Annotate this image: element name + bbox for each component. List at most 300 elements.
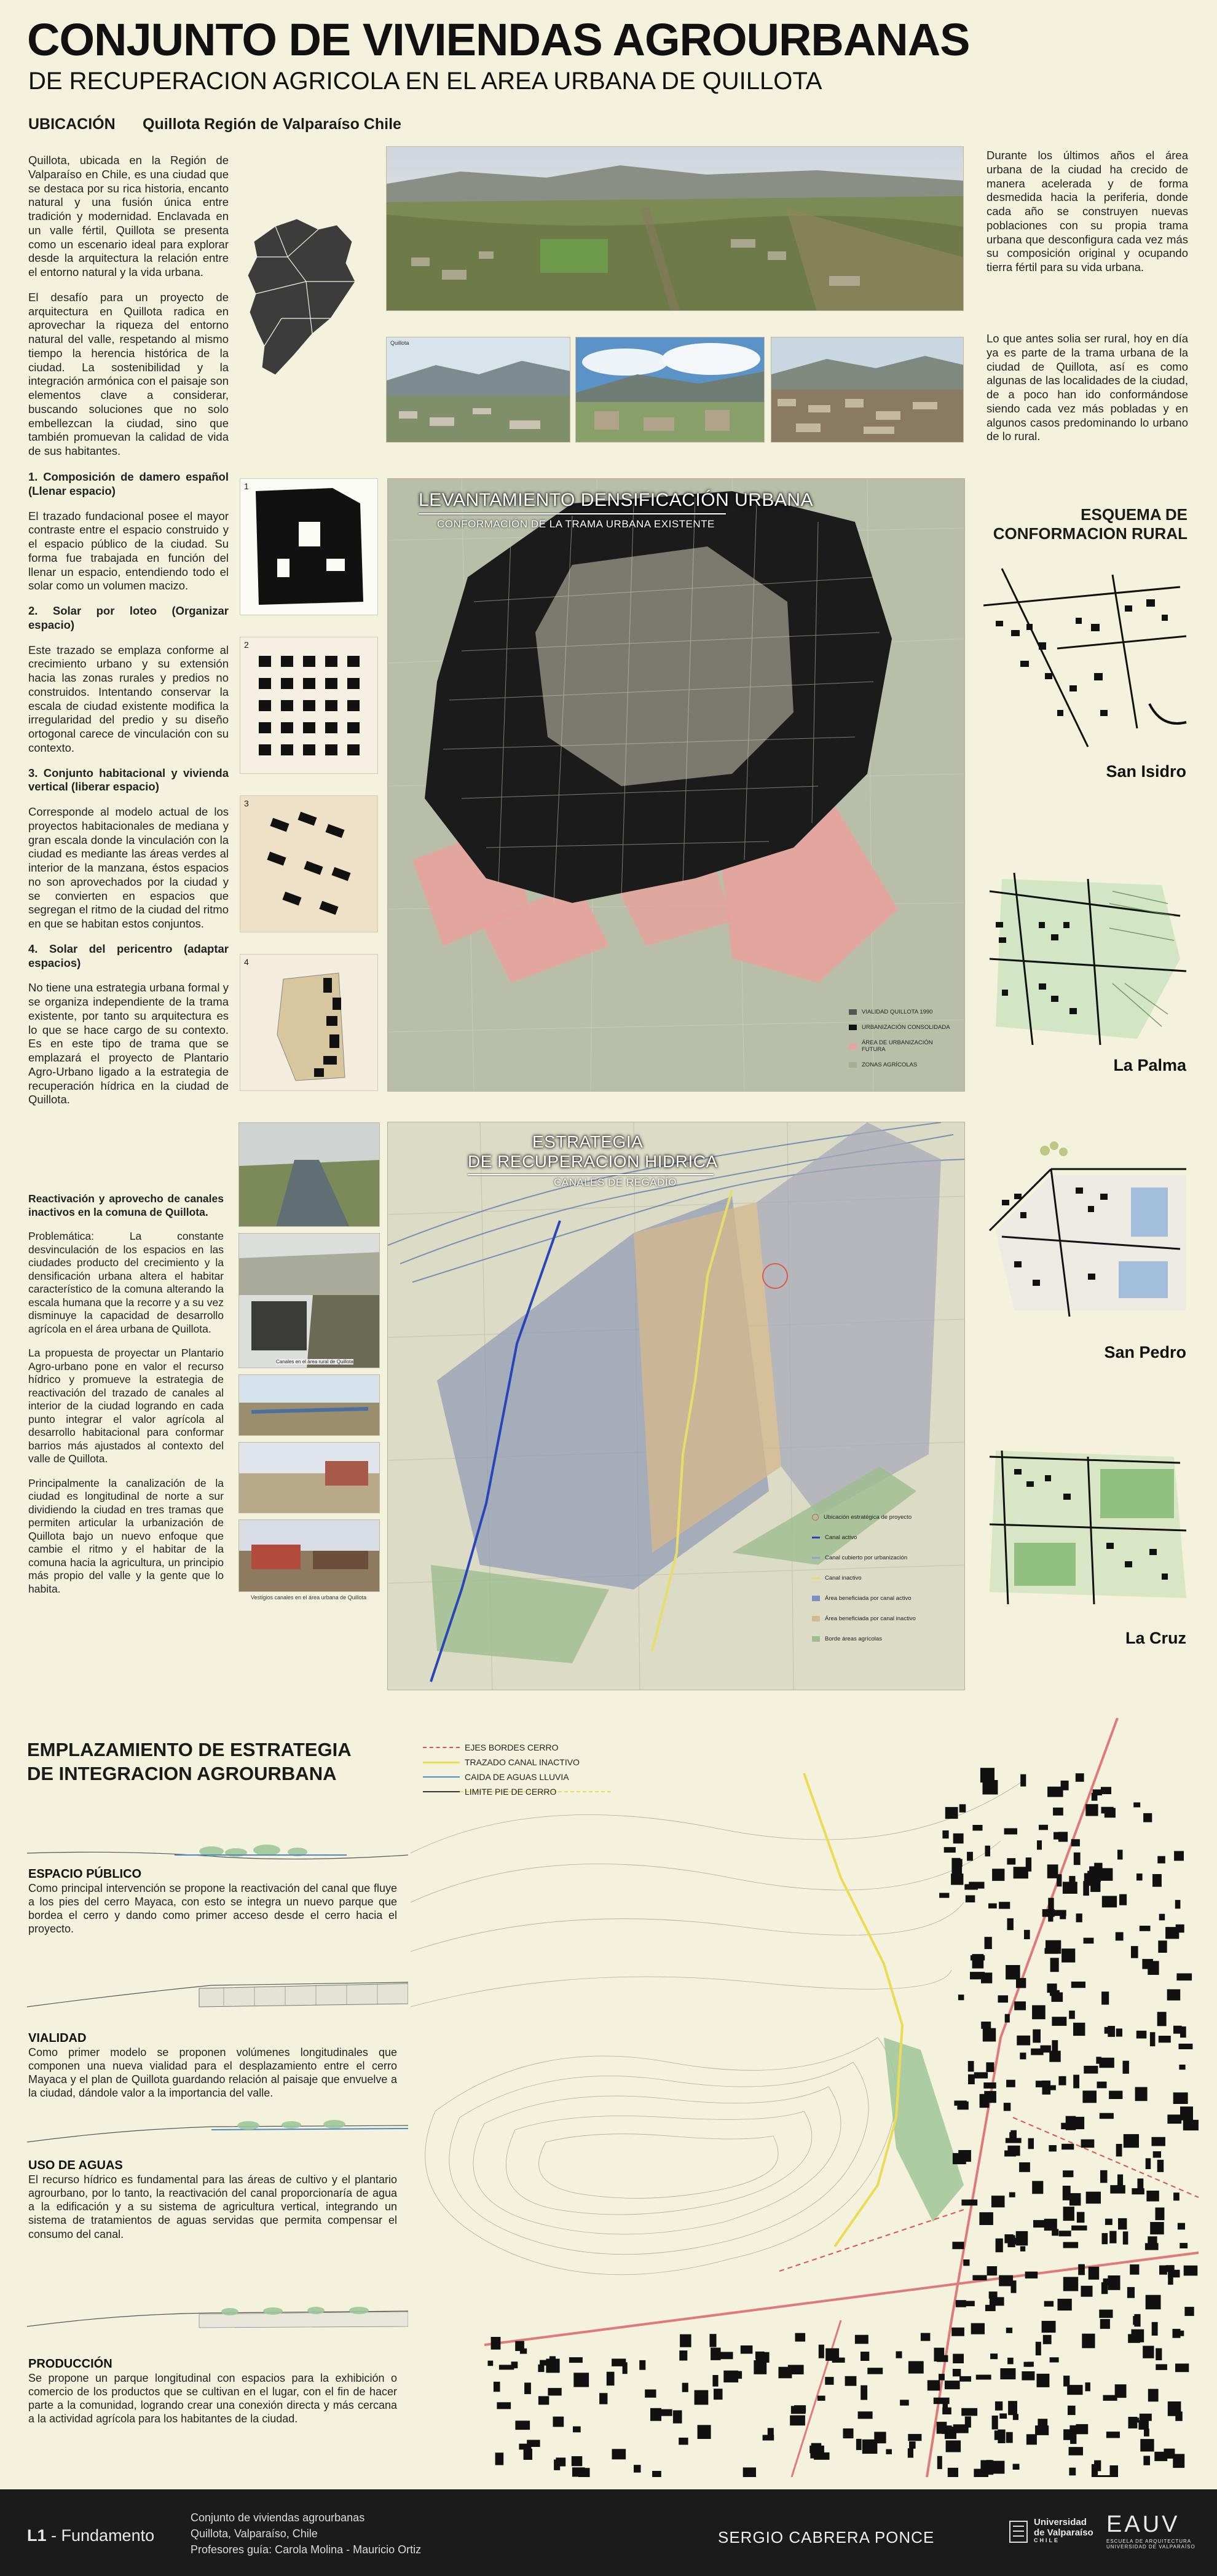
la-palma-sketch — [977, 867, 1189, 1051]
building-footprint — [1071, 1839, 1080, 1846]
building-footprint — [1042, 2321, 1056, 2333]
building-footprint — [985, 2305, 996, 2311]
building-footprint — [1103, 2395, 1117, 2401]
building-footprint — [1032, 2181, 1043, 2194]
building-footprint — [1178, 2223, 1185, 2230]
production-block — [28, 2357, 397, 2426]
building-footprint — [1078, 2264, 1085, 2275]
lot-block — [303, 700, 315, 711]
building-footprint — [1054, 1832, 1067, 1840]
building-footprint — [1105, 2219, 1113, 2225]
photo-caption: Vestigios canales en el área urbana de Quillota — [251, 1594, 367, 1601]
building-footprint — [1143, 2346, 1154, 2358]
diagram-number: 2 — [244, 640, 249, 650]
building-footprint — [731, 2371, 742, 2379]
building-footprint — [909, 2441, 916, 2449]
rural-title: ESQUEMA DE CONFORMACION RURAL — [993, 505, 1187, 543]
legend-item: LIMITE PIE DE CERRO — [423, 1787, 580, 1797]
legend-item: Área beneficiada por canal activo — [812, 1595, 959, 1602]
lot-block — [325, 744, 337, 755]
building-footprint — [1084, 1938, 1094, 1944]
building-footprint — [1044, 2301, 1054, 2307]
building-footprint — [1063, 2242, 1079, 2248]
building-footprint — [497, 2402, 511, 2409]
building-footprint — [908, 2361, 924, 2373]
building-footprint — [999, 1902, 1010, 1908]
building-footprint — [573, 2427, 581, 2433]
building-footprint — [1014, 1867, 1028, 1878]
building-footprint — [861, 2352, 869, 2361]
building-footprint — [1052, 2040, 1058, 2054]
building-footprint — [1063, 2170, 1073, 2177]
building-footprint — [999, 2414, 1007, 2419]
building-footprint — [1100, 2170, 1108, 2183]
building-footprint — [1019, 2162, 1030, 2172]
building-footprint — [572, 2467, 585, 2476]
building-footprint — [1032, 2005, 1046, 2019]
building-footprint — [951, 2328, 964, 2336]
building-footprint — [1071, 1982, 1085, 1988]
building-footprint — [790, 2416, 805, 2426]
building-footprint — [661, 2409, 672, 2416]
building-footprint — [1143, 1813, 1152, 1822]
building-footprint — [1159, 2266, 1167, 2275]
building-footprint — [1123, 2231, 1128, 2244]
building-footprint — [741, 2346, 753, 2354]
legend-item: EJES BORDES CERRO — [423, 1743, 580, 1752]
building-footprint — [946, 2440, 961, 2452]
legend-swatch — [849, 1025, 857, 1030]
site-plan-map — [411, 1718, 1199, 2477]
building-footprint — [1043, 2335, 1052, 2344]
water-map-legend — [812, 1514, 959, 1642]
lot-block — [281, 722, 293, 733]
building-footprint — [1175, 2411, 1183, 2420]
building-footprint — [928, 2380, 940, 2390]
building-footprint — [1082, 2334, 1095, 2349]
building-footprint — [1004, 2103, 1011, 2111]
building-footprint — [1184, 2307, 1194, 2316]
diagram-number: 4 — [244, 957, 249, 967]
building-footprint — [861, 2385, 867, 2400]
city-photo-3 — [771, 337, 964, 443]
legend-swatch — [812, 1577, 820, 1579]
building-footprint — [980, 1768, 994, 1782]
building-footprint — [515, 2420, 530, 2430]
san-isidro-sketch — [977, 562, 1189, 756]
building-footprint — [548, 2388, 561, 2395]
water-strategy-map — [387, 1122, 965, 1690]
building-footprint — [945, 2381, 960, 2389]
legend-swatch — [423, 1762, 460, 1763]
building-footprint — [1006, 1965, 1020, 1980]
building-footprint — [710, 2334, 717, 2347]
building-footprint — [952, 2242, 964, 2249]
building-footprint — [998, 2430, 1005, 2443]
region-map-icon — [238, 214, 361, 386]
building-footprint — [794, 2405, 806, 2413]
road-section-diagram — [27, 1970, 408, 2025]
lot-block — [347, 722, 360, 733]
building-footprint — [795, 2333, 806, 2342]
building-footprint — [908, 2434, 921, 2441]
building-footprint — [1157, 2160, 1164, 2172]
building-footprint — [1108, 2275, 1120, 2290]
building-footprint — [1099, 2058, 1114, 2068]
legend-item: ÁREA DE URBANIZACIÓN FUTURA — [849, 1039, 953, 1053]
building-footprint — [538, 2365, 544, 2372]
location-label: UBICACIÓN — [28, 116, 116, 133]
building-footprint — [1050, 1990, 1060, 1996]
building-footprint — [959, 1804, 966, 1812]
building-footprint — [524, 2382, 531, 2394]
building-footprint — [788, 2365, 804, 2375]
legend-swatch — [812, 1616, 820, 1621]
building-footprint — [1132, 2188, 1144, 2194]
public-space-text: Como principal intervención se propone la reactivación del canal que fluye a los pies del cerro Mayaca, con esto se integra un nuevo parque que bordea el cerro y dando como primer acceso desde el cerro hacia el proyecto. — [28, 1882, 397, 1936]
lot-block — [259, 678, 271, 689]
building-footprint — [1069, 2011, 1075, 2019]
building-footprint — [974, 2469, 988, 2477]
lot-block — [281, 656, 293, 667]
building-footprint — [972, 1825, 982, 1830]
building-footprint — [1049, 2145, 1057, 2151]
university-seal-icon — [1008, 2519, 1029, 2546]
lot-block — [325, 678, 337, 689]
building-footprint — [554, 2460, 560, 2470]
building-footprint — [1045, 1948, 1058, 1953]
production-text: Se propone un parque longitudinal con espacios para la exhibición o comercio de los productos que se cultivan en el lugar, con el fin de hacer parte a la comunidad, logrando crear una conexión directa y más cercana a la actividad agrícola para los habitantes de la ciudad. — [28, 2372, 397, 2425]
building-footprint — [1150, 2222, 1164, 2234]
building-footprint — [714, 2389, 723, 2400]
building-footprint — [1037, 1840, 1042, 1849]
legend-swatch — [849, 1062, 857, 1068]
building-footprint — [1038, 2419, 1047, 2432]
building-footprint — [1076, 1773, 1084, 1782]
building-footprint — [991, 2196, 1005, 2207]
building-footprint — [1152, 1874, 1162, 1887]
page-title: CONJUNTO DE VIVIENDAS AGROURBANAS — [27, 14, 970, 65]
building-footprint — [1007, 1918, 1014, 1930]
building-footprint — [1017, 2036, 1030, 2046]
building-footprint — [1146, 2158, 1151, 2169]
building-footprint — [1174, 1851, 1184, 1861]
building-footprint — [1048, 1909, 1053, 1922]
building-footprint — [1148, 2389, 1159, 2402]
building-footprint — [966, 1896, 975, 1903]
building-footprint — [983, 2082, 996, 2089]
building-footprint — [1074, 1853, 1081, 1865]
water-use-head: USO DE AGUAS — [28, 2159, 123, 2172]
building-footprint — [1127, 2287, 1135, 2298]
photo-label: Quillota — [390, 340, 409, 346]
building-footprint — [987, 2266, 998, 2275]
la-cruz-sketch — [977, 1432, 1189, 1617]
building-footprint — [695, 2390, 709, 2405]
building-footprint — [1156, 2208, 1165, 2221]
building-footprint — [1000, 2368, 1015, 2379]
building-footprint — [934, 2398, 950, 2405]
building-footprint — [948, 2468, 958, 2477]
building-footprint — [1158, 1940, 1167, 1953]
building-footprint — [1136, 1873, 1143, 1880]
building-footprint — [1036, 2342, 1041, 2355]
intro-right-text-1: Durante los últimos años el área urbana de la ciudad ha crecido de manera acelerada y de forma desmedida hacia la periferia, donde cada año se construyen nuevas poblaciones con su propia trama urbana que desconfigura cada vez más su composición original y ocupando tierra fértil para su vida urbana. — [987, 149, 1188, 274]
legend-item: Ubicación estratégica de proyecto — [812, 1514, 959, 1521]
building-footprint — [976, 2375, 991, 2380]
building-footprint — [942, 2425, 952, 2434]
building-footprint — [1156, 2364, 1167, 2370]
building-footprint — [1026, 2434, 1037, 2444]
building-footprint — [612, 2449, 626, 2459]
building-footprint — [1004, 1828, 1017, 1834]
building-footprint — [1130, 2264, 1139, 2275]
building-footprint — [1081, 2140, 1095, 2148]
building-footprint — [874, 2432, 886, 2443]
building-footprint — [900, 2400, 909, 2405]
building-footprint — [1052, 1910, 1066, 1916]
building-footprint — [1006, 2328, 1012, 2333]
water-use-text: El recurso hídrico es fundamental para las áreas de cultivo y el plantario agrourbano, por lo tanto, la reactivación del canal proporcionaría de agua a la edificación y a su sistema de agricultura vertical, integrando un sistema de tratamientos de aguas servidas que permita compensar el consumo del canal. — [28, 2173, 397, 2240]
building-footprint — [491, 2337, 501, 2350]
building-footprint — [1135, 2087, 1148, 2101]
public-space-head: ESPACIO PÚBLICO — [28, 1867, 142, 1881]
composition-text-3: Corresponde al modelo actual de los proyectos habitacionales de mediana y gran escala donde la vinculación con la ciudad es mediante las áreas verdes al interior de la manzana, éstos espacios no son aprovechados por la ciudad y se convierten en espacios que segregan el ritmo de la ciudad del ritmo en que se habitan estos conjuntos. — [28, 805, 229, 930]
lot-block — [259, 744, 271, 755]
locality-name: San Pedro — [1104, 1343, 1186, 1361]
building-footprint — [1009, 2192, 1015, 2197]
lot-block — [325, 722, 337, 733]
lot-block — [347, 700, 360, 711]
city-photo-1 — [386, 337, 570, 443]
building-footprint — [971, 2323, 985, 2334]
building-footprint — [1006, 2432, 1013, 2443]
lot-block — [303, 656, 315, 667]
footer-code: L1 - Fundamento — [27, 2526, 155, 2545]
site-title — [27, 1738, 352, 1786]
building-footprint — [634, 2465, 641, 2473]
building-footprint — [572, 2456, 583, 2466]
composition-head-1: 1. Composición de damero español (Llenar espacio) — [28, 470, 229, 497]
building-footprint — [1173, 2454, 1184, 2468]
building-footprint — [1102, 2233, 1108, 2244]
canals-paragraph: Principalmente la canalización de la ciudad es longitudinal de norte a sur dividiendo la ciudad en tres tramas que permiten articular la urbanización de Quillota bajo un nuevo enfoque que cambie el ritmo y el habitar de la comuna hacia la agricultura, un principio más propio del valle y la gente que lo habita. — [28, 1476, 224, 1595]
school-logo: EAUV ESCUELA DE ARQUITECTURA UNIVERSIDAD DE VALPARAÍSO — [1106, 2511, 1195, 2550]
building-footprint — [1133, 1802, 1140, 1807]
building-footprint — [1083, 1881, 1089, 1896]
building-footprint — [1096, 2057, 1101, 2063]
building-footprint — [1128, 2417, 1138, 2428]
building-footprint — [1085, 1804, 1098, 1816]
building-footprint — [1157, 2012, 1167, 2026]
building-footprint — [1020, 2247, 1025, 2251]
building-footprint — [1076, 1913, 1082, 1922]
building-footprint — [1047, 1787, 1063, 1797]
building-footprint — [549, 2356, 556, 2365]
building-footprint — [743, 2467, 756, 2477]
building-footprint — [1085, 2382, 1090, 2391]
building-footprint — [607, 2372, 615, 2386]
building-footprint — [1006, 2138, 1022, 2143]
building-footprint — [1068, 2406, 1076, 2415]
building-footprint — [1063, 2277, 1078, 2291]
water-use-block — [28, 2159, 397, 2241]
canals-paragraph: La propuesta de proyectar un Plantario Agro-urbano pone en valor el recurso hídrico y promueve la estrategia de reactivación del trazado de canales al interior de la ciudad logrando en cada punto integrar el valor agrícola al desarrollo habitacional para conformar barrios más ajustados al contexto del valle de Quillota. — [28, 1347, 224, 1465]
building-footprint — [1053, 1808, 1063, 1816]
building-footprint — [679, 2438, 688, 2445]
building-footprint — [1013, 2464, 1020, 2470]
building-footprint — [712, 2375, 718, 2387]
building-footprint — [519, 2444, 531, 2450]
building-footprint — [755, 2352, 765, 2359]
building-footprint — [992, 2416, 998, 2430]
building-footprint — [1133, 2316, 1139, 2325]
intro-right-text-2: Lo que antes solia ser rural, hoy en día ya es parte de la trama urbana de la ciudad de Quillota, así es como algunas de las localidades de la ciudad, de a poco han ido conformándose siendo cada vez más pobladas y en algunos casos predominando lo urbano de lo rural. — [987, 332, 1188, 443]
building-footprint — [1168, 2270, 1180, 2278]
building-footprint — [1184, 2266, 1198, 2276]
canals-head: Reactivación y aprovecho de canales inactivos en la comuna de Quillota. — [28, 1192, 224, 1218]
canal-photo-3 — [238, 1374, 380, 1436]
legend-item: TRAZADO CANAL INACTIVO — [423, 1757, 580, 1767]
building-footprint — [1092, 2464, 1098, 2477]
lot-block — [259, 722, 271, 733]
diagram-number: 3 — [244, 798, 249, 808]
lot-block — [325, 700, 337, 711]
building-footprint — [1099, 2310, 1113, 2318]
building-footprint — [1109, 2231, 1116, 2243]
building-footprint — [1109, 2091, 1122, 2100]
building-footprint — [1152, 2322, 1158, 2336]
building-footprint — [958, 1995, 964, 2000]
building-footprint — [953, 2153, 966, 2164]
building-footprint — [972, 2275, 987, 2281]
building-footprint — [1124, 2134, 1139, 2148]
building-footprint — [1020, 1774, 1026, 1787]
road-head: VIALIDAD — [28, 2031, 87, 2045]
legend-swatch — [812, 1537, 820, 1538]
water-use-section-diagram — [27, 2108, 408, 2154]
building-footprint — [1007, 2146, 1020, 2156]
building-footprint — [986, 2062, 994, 2072]
legend-item: Canal inactivo — [812, 1575, 959, 1581]
building-footprint — [939, 2374, 945, 2381]
building-footprint — [1007, 2358, 1014, 2365]
locality-name: San Isidro — [1106, 762, 1186, 781]
building-footprint — [1058, 2076, 1066, 2086]
building-footprint — [1007, 1858, 1015, 1865]
building-footprint — [1014, 2001, 1026, 2010]
building-footprint — [599, 2393, 607, 2404]
building-footprint — [1101, 1807, 1114, 1814]
water-map-title-2: DE RECUPERACION HIDRICA — [468, 1152, 718, 1171]
legend-item: VIALIDAD QUILLOTA 1990 — [849, 1009, 953, 1015]
building-footprint — [652, 2471, 661, 2477]
building-footprint — [1063, 2186, 1071, 2200]
building-footprint — [1159, 2036, 1171, 2042]
building-footprint — [1020, 2053, 1026, 2060]
building-footprint — [1009, 2132, 1015, 2138]
density-map-subtitle: CONFORMACIÓN DE LA TRAMA URBANA EXISTENTE — [437, 518, 715, 530]
legend-item: Área beneficiada por canal inactivo — [812, 1615, 959, 1622]
building-footprint — [1100, 2319, 1110, 2329]
building-footprint — [961, 2408, 977, 2416]
san-pedro-sketch — [977, 1138, 1189, 1323]
building-footprint — [1140, 1926, 1151, 1931]
building-footprint — [1101, 1787, 1111, 1794]
building-footprint — [1116, 2028, 1122, 2036]
building-footprint — [963, 2259, 969, 2266]
building-footprint — [990, 2297, 1004, 2306]
building-footprint — [983, 2028, 996, 2042]
building-footprint — [953, 2354, 964, 2364]
lot-block — [281, 700, 293, 711]
building-footprint — [1050, 2357, 1059, 2362]
building-footprint — [1063, 1882, 1077, 1894]
building-footprint — [1167, 2114, 1181, 2124]
building-footprint — [825, 2377, 833, 2385]
building-footprint — [988, 1904, 997, 1908]
building-footprint — [1154, 2452, 1167, 2461]
building-footprint — [1052, 2017, 1066, 2026]
building-footprint — [1044, 2086, 1056, 2090]
building-footprint — [1037, 2374, 1050, 2387]
building-footprint — [1119, 1894, 1127, 1905]
composition-diagram-1 — [240, 478, 378, 615]
building-footprint — [1073, 2023, 1085, 2036]
lot-block — [347, 744, 360, 755]
building-footprint — [1167, 1989, 1181, 2000]
building-footprint — [1102, 1896, 1117, 1908]
footer-info: Conjunto de viviendas agrourbanas Quillota, Valparaíso, Chile Profesores guía: Carola Molina - Mauricio Ortiz — [191, 2511, 422, 2556]
building-footprint — [817, 2396, 825, 2401]
building-footprint — [981, 2022, 991, 2029]
building-footprint — [967, 1852, 973, 1861]
building-footprint — [1153, 2151, 1161, 2158]
building-footprint — [1069, 2425, 1077, 2433]
building-footprint — [951, 1858, 960, 1873]
public-space-block — [28, 1867, 397, 1936]
diagram-number: 1 — [244, 481, 249, 491]
building-footprint — [573, 2373, 589, 2387]
building-footprint — [1176, 1924, 1184, 1932]
building-footprint — [944, 1847, 956, 1853]
building-footprint — [680, 2334, 691, 2347]
building-footprint — [985, 1846, 991, 1857]
building-footprint — [1140, 2439, 1154, 2451]
building-footprint — [1069, 2447, 1083, 2456]
building-footprint — [990, 2353, 998, 2359]
building-footprint — [1146, 2295, 1161, 2310]
legend-item: Borde áreas agrícolas — [812, 1636, 959, 1642]
density-map-title: LEVANTAMIENTO DENSIFICACIÓN URBANA — [419, 490, 814, 510]
building-footprint — [1008, 2401, 1017, 2415]
building-footprint — [1116, 2144, 1122, 2157]
building-footprint — [1116, 1932, 1124, 1941]
composition-text — [28, 470, 229, 1118]
canal-photo-4 — [238, 1442, 380, 1513]
building-footprint — [768, 2428, 774, 2436]
building-footprint — [1157, 1856, 1165, 1864]
intro-paragraph: El desafío para un proyecto de arquitectura en Quillota radica en aprovechar la riqueza del entorno natural del valle, respetando al mismo tiempo la herencia histórica de la ciudad. La sostenibilidad y la integración armónica con el paisaje son elementos clave a considerar, buscando soluciones que no solo embellezcan la ciudad, sino que también promuevan la calidad de vida de sus habitantes. — [28, 290, 229, 457]
site-plan-legend — [423, 1743, 580, 1802]
building-footprint — [612, 2358, 626, 2366]
building-footprint — [1006, 2080, 1015, 2087]
building-footprint — [1013, 2414, 1018, 2420]
building-footprint — [1100, 2113, 1114, 2119]
legend-swatch — [812, 1596, 820, 1601]
building-footprint — [1061, 2144, 1074, 2150]
lot-block — [259, 700, 271, 711]
